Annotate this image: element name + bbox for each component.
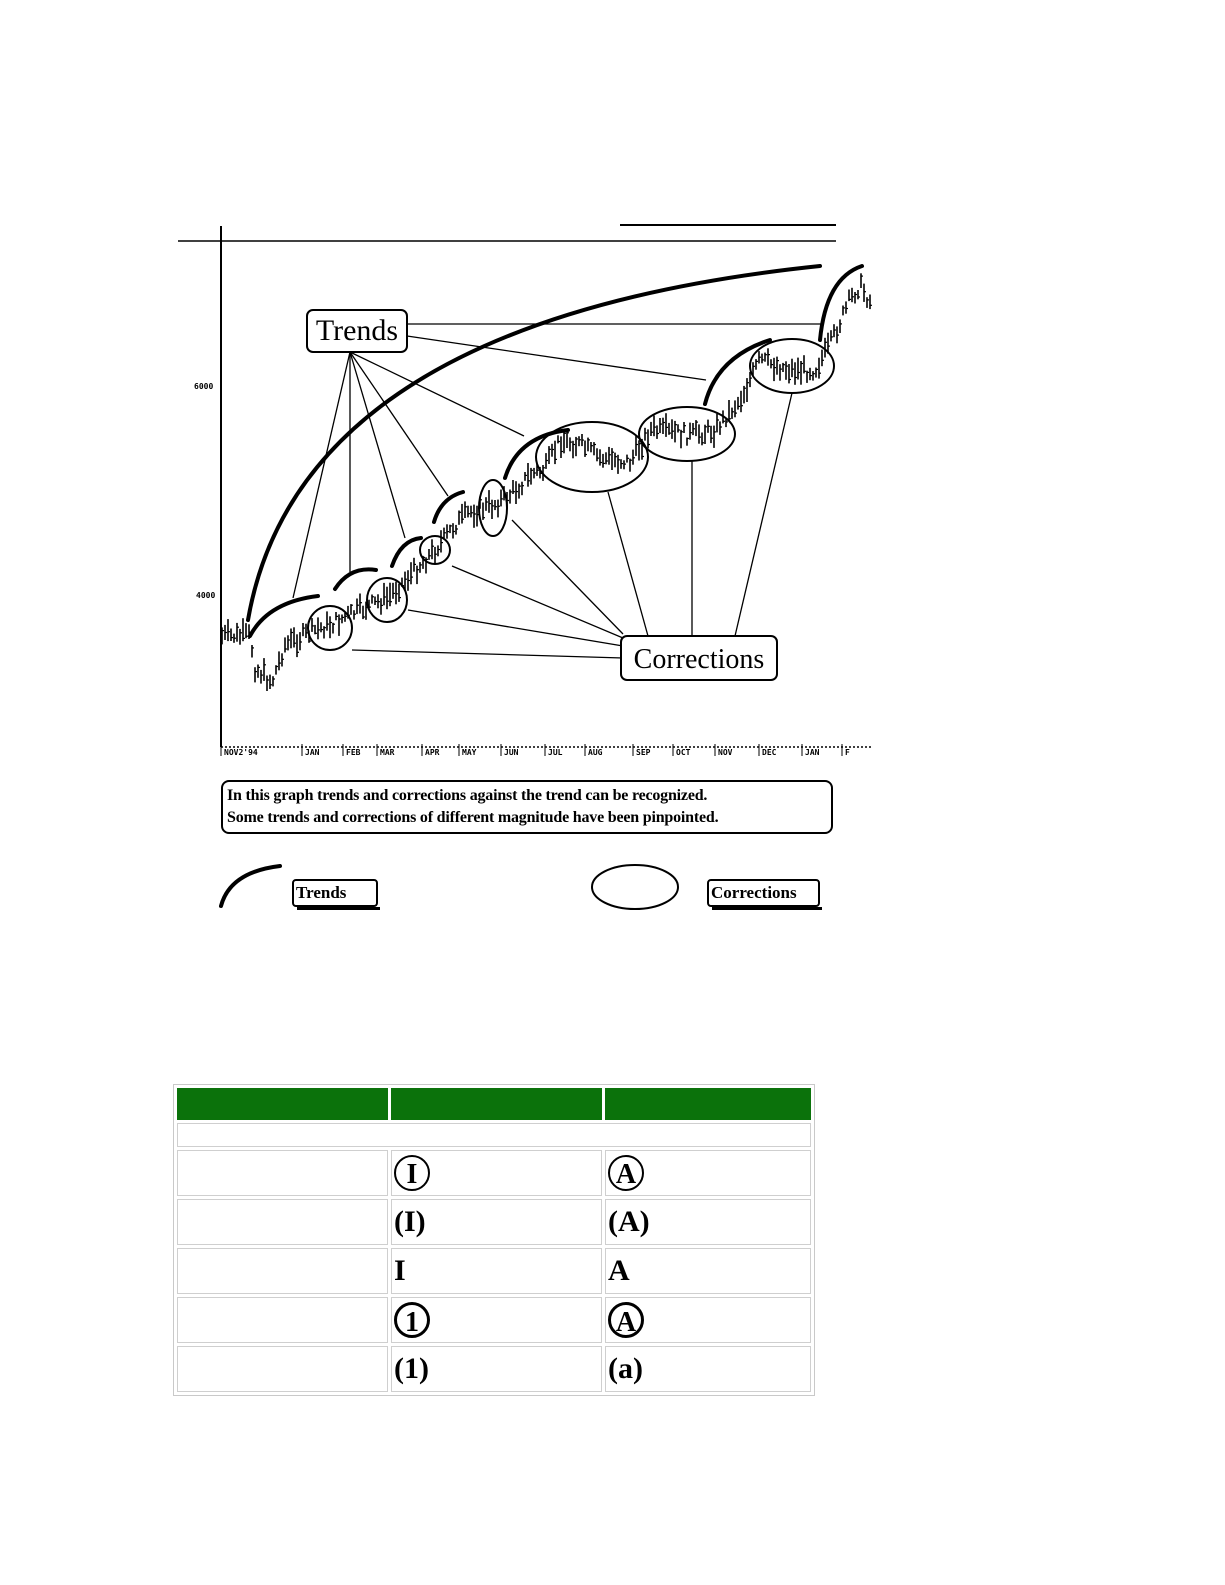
x-tick-label: JAN: [305, 748, 320, 757]
row-label: [177, 1297, 388, 1343]
trend-arc: [335, 569, 376, 589]
trend-symbol: I: [391, 1248, 602, 1294]
corrections-callout: Corrections: [633, 644, 765, 675]
table-header-row: [177, 1088, 811, 1120]
x-tick-label: JAN: [805, 748, 820, 757]
y-tick-label: 4000: [196, 591, 216, 600]
legend-correction-ellipse-icon: [592, 865, 678, 909]
table-row: [177, 1199, 811, 1245]
x-tick-label: NOV: [718, 748, 733, 757]
correction-ellipse: [536, 422, 648, 492]
trend-symbol: (1): [391, 1346, 602, 1392]
x-tick-label: JUN: [504, 748, 519, 757]
degree-notation-table: [173, 1084, 815, 1396]
correction-symbol: A: [608, 1155, 644, 1191]
table-header-cell: [605, 1088, 811, 1120]
x-tick-label: SEP: [636, 748, 651, 757]
x-tick-label: MAR: [380, 748, 395, 757]
legend-corrections-label: Corrections: [707, 879, 820, 907]
table-subheader-row: [177, 1123, 811, 1147]
caption-line-1: In this graph trends and corrections against the trend can be recognized.: [227, 787, 708, 804]
legend-trends-label: Trends: [292, 879, 378, 907]
x-tick-label: FEB: [346, 748, 361, 757]
caption-line-2: Some trends and corrections of different magnitude have been pinpointed.: [227, 809, 719, 826]
row-label: [177, 1248, 388, 1294]
x-tick-label: DEC: [762, 748, 777, 757]
table-row: [177, 1248, 811, 1294]
x-tick-label: JUL: [548, 748, 563, 757]
trend-symbol: (I): [391, 1199, 602, 1245]
caption-box: [221, 780, 833, 834]
x-tick-label: APR: [425, 748, 440, 757]
row-label: [177, 1346, 388, 1392]
x-tick-label: OCT: [676, 748, 691, 757]
y-tick-label: 6000: [194, 382, 214, 391]
correction-symbol: A: [608, 1302, 644, 1338]
trend-arc: [705, 340, 770, 404]
row-label: [177, 1199, 388, 1245]
x-tick-labels: [221, 744, 850, 757]
row-label: [177, 1150, 388, 1196]
legend-trend-arc-icon: [221, 866, 280, 906]
x-tick-label: NOV2'94: [224, 748, 258, 757]
table-header-cell: [177, 1088, 388, 1120]
x-tick-label: MAY: [462, 748, 477, 757]
trends-callout: Trends: [315, 314, 399, 347]
x-tick-label: F: [845, 748, 850, 757]
callout-leader-lines: [293, 324, 822, 658]
table-subheader-cell: [177, 1123, 811, 1147]
trend-symbol: 1: [394, 1302, 430, 1338]
trend-arc: [392, 538, 421, 566]
table-row: [177, 1150, 811, 1196]
correction-symbol: (A): [605, 1199, 811, 1245]
trend-symbol: I: [394, 1155, 430, 1191]
table-row: [177, 1346, 811, 1392]
correction-symbol: (a): [605, 1346, 811, 1392]
table-row: [177, 1297, 811, 1343]
table-header-cell: [391, 1088, 602, 1120]
correction-symbol: A: [605, 1248, 811, 1294]
x-tick-label: AUG: [588, 748, 603, 757]
